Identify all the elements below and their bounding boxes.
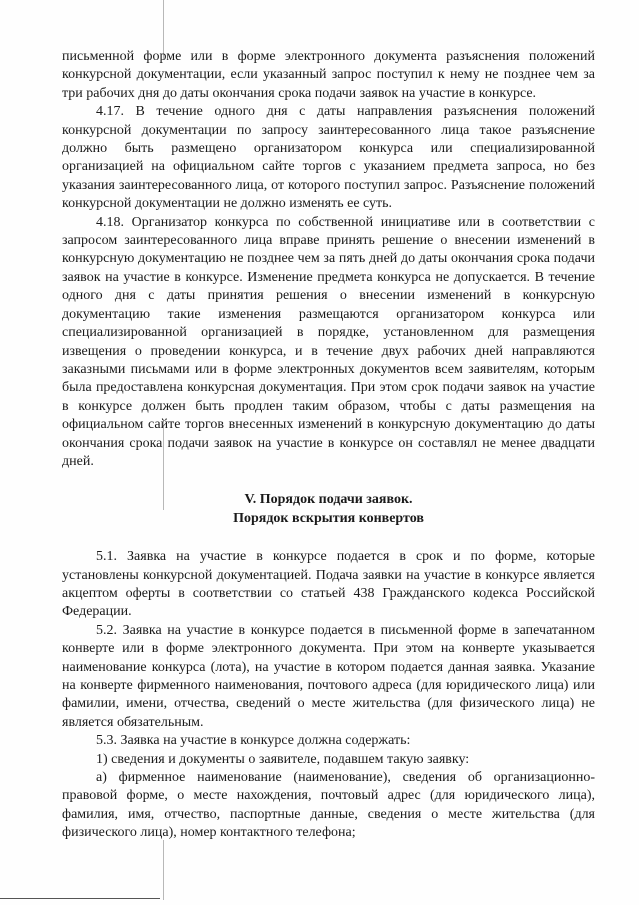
- paragraph-5-3: 5.3. Заявка на участие в конкурсе должна содержать:: [96, 733, 411, 749]
- footnote-rule: [0, 898, 160, 899]
- paragraph-4-18: 4.18. Организатор конкурса по собственной инициативе или в соответствии с запросом заинтересованного лица вправе принять решение о внесении изменений в конкурсную документацию не позднее чем за пять дней до даты окончания срока подачи заявок на участие в конкурсе. Изменение предмета конкурса не допускается. В течение одного дня с даты принятия решения о внесении изменений в конкурсную документацию такие изменения размещаются организатором конкурса или специализированной организацией в порядке, установленном для размещения извещения о проведении конкурса, и в течение двух рабочих дней направляются заказными письмами или в форме электронных документов всем заявителям, которым была предоставлена конкурсная документация. При этом срок подачи заявок на участие в конкурсе должен быть продлен таким образом, чтобы с даты размещения на официальном сайте торгов внесенных изменений в конкурсную документацию до даты окончания срока подачи заявок на участие в конкурсе он составлял не менее двадцати дней.: [62, 214, 595, 469]
- section-heading-line-1: V. Порядок подачи заявок.: [244, 492, 413, 508]
- paragraph-4-17: 4.17. В течение одного дня с даты направления разъяснения положений конкурсной документации по запросу заинтересованного лица такое разъяснение должно быть размещено организатором конкурса или специализированной организацией на официальном сайте торгов с указанием предмета запроса, но без указания заинтересованного лица, от которого поступил запрос. Разъяснение положений конкурсной документации не должно изменять ее суть.: [62, 104, 595, 212]
- section-heading: [62, 491, 595, 528]
- paragraph-5-1: 5.1. Заявка на участие в конкурсе подается в срок и по форме, которые установлены конкурсной документацией. Подача заявки на участие в конкурсе является акцептом оферты в соответствии со статьей 438 Гражданского кодекса Российской Федерации.: [62, 549, 595, 620]
- document-body: [62, 48, 595, 843]
- list-item-5-3-a: а) фирменное наименование (наименование), сведения об организационно-правовой форме, о месте нахождения, почтовый адрес (для юридического лица), фамилия, имя, отчество, паспортные данные, сведения о месте жительства (для физического лица), номер контактного телефона;: [62, 770, 595, 841]
- section-heading-line-2: Порядок вскрытия конвертов: [233, 510, 424, 526]
- list-item-5-3-1: 1) сведения и документы о заявителе, подавшем такую заявку:: [96, 751, 470, 767]
- paragraph-5-2: 5.2. Заявка на участие в конкурсе подается в письменной форме в запечатанном конверте или в форме электронного документа. При этом на конверте указывается наименование конкурса (лота), на участие в котором подается данная заявка. Указание на конверте фирменного наименования, почтового адреса (для юридического лица) или фамилии, имени, отчества, сведений о месте жительства (для физического лица) не является обязательным.: [62, 622, 595, 730]
- paragraph-continuation: письменной форме или в форме электронного документа разъяснения положений конкурсной документации, если указанный запрос поступил к нему не позднее чем за три рабочих дня до даты окончания срока подачи заявок на участие в конкурсе.: [62, 49, 595, 101]
- scan-fold-line: [163, 840, 164, 900]
